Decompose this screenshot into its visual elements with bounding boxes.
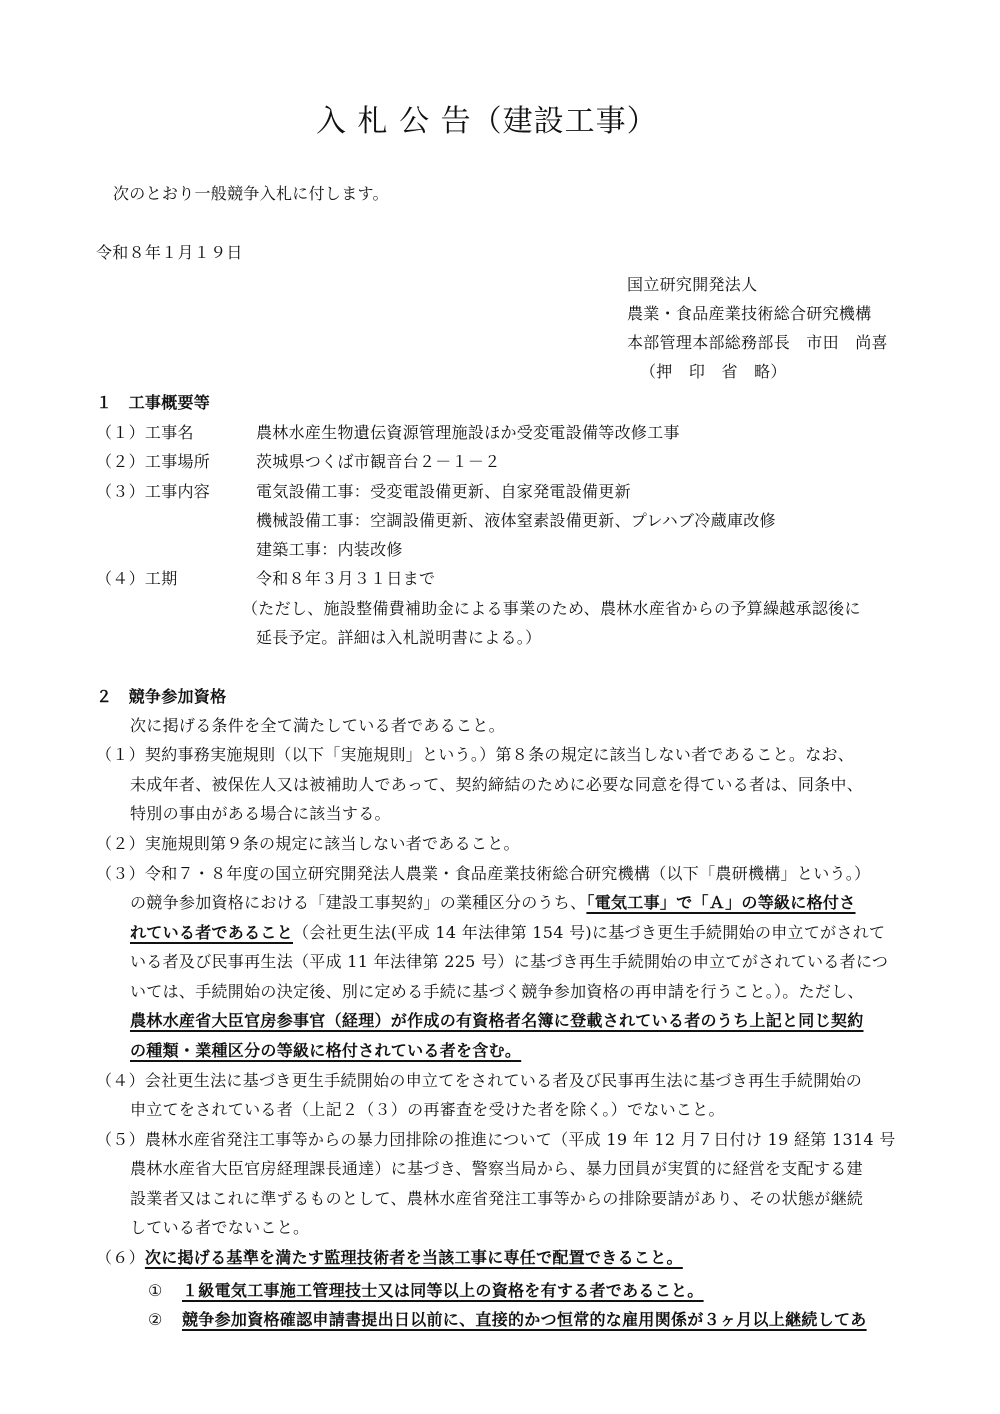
work-period-label: （４）工期 (96, 569, 178, 588)
work-content-label: （３）工事内容 (96, 482, 211, 501)
issuer-org2: 農業・食品産業技術総合研究機構 (627, 304, 872, 323)
item2-text: （２）実施規則第９条の規定に該当しない者であること。 (96, 834, 520, 853)
item3-line6: 農林水産省大臣官房参事官（経理）が作成の有資格者名簿に登載されている者のうち上記と同じ契約 (130, 1011, 864, 1030)
item5-line1: （５）農林水産省発注工事等からの暴力団排除の推進について（平成 19 年 12 月７日付け 19 経第 1314 号 (96, 1130, 896, 1149)
work-period-note1: （ただし、施設整備費補助金による事業のため、農林水産省からの予算繰越承認後に (242, 599, 861, 618)
item5-line2: 農林水産省大臣官房経理課長通達）に基づき、警察当局から、暴力団員が実質的に経営を支配する建 (130, 1159, 863, 1178)
work-content-line2: 機械設備工事：空調設備更新、液体窒素設備更新、プレハブ冷蔵庫改修 (256, 511, 776, 530)
work-name-value: 農林水産生物遺伝資源管理施設ほか受変電設備等改修工事 (256, 423, 680, 442)
item3-grade-requirement: 「電気工事」で「Ａ」の等級に格付さ (586, 893, 856, 912)
document-title: 入 札 公 告（建設工事） (316, 104, 658, 139)
section2-heading: ２ 競争参加資格 (96, 687, 227, 706)
item6-line (96, 1247, 683, 1269)
work-content-line1: 電気設備工事：受変電設備更新、自家発電設備更新 (256, 482, 631, 501)
issuer-person: 本部管理本部総務部長 市田 尚喜 (627, 333, 888, 352)
item6-sub1-number: ① (148, 1281, 163, 1300)
item6-text: 次に掲げる基準を満たす監理技術者を当該工事に専任で配置できること。 (144, 1248, 683, 1267)
work-place-label: （２）工事場所 (96, 452, 211, 471)
item3-grade-requirement-cont: れている者であること (130, 923, 294, 942)
item6-sub2-text: 競争参加資格確認申請書提出日以前に、直接的かつ恒常的な雇用関係が３ヶ月以上継続してあ (182, 1310, 867, 1329)
item5-line4: している者でないこと。 (130, 1218, 310, 1237)
work-period-note2: 延長予定。詳細は入札説明書による。） (256, 628, 542, 647)
notice-date: 令和８年１月１９日 (96, 243, 243, 262)
issuer-org1: 国立研究開発法人 (627, 275, 758, 294)
item6-sub1-text: １級電気工事施工管理技士又は同等以上の資格を有する者であること。 (182, 1281, 704, 1300)
work-name-label: （１）工事名 (96, 423, 194, 442)
section1-heading: １ 工事概要等 (96, 393, 211, 412)
seal-omitted-note: （押 印 省 略） (640, 362, 787, 381)
item6-sub2-number: ② (148, 1310, 163, 1329)
item3-line7: の種類・業種区分の等級に格付されている者を含む。 (130, 1041, 522, 1060)
item5-line3: 設業者又はこれに準ずるものとして、農林水産省発注工事等からの排除要請があり、その状態が継続 (130, 1189, 864, 1208)
work-place-value: 茨城県つくば市観音台２－１－２ (256, 452, 501, 471)
item3-line1: （３）令和７・８年度の国立研究開発法人農業・食品産業技術総合研究機構（以下「農研機構」という。） (96, 864, 871, 883)
item4-line1: （４）会社更生法に基づき更生手続開始の申立てをされている者及び民事再生法に基づき再生手続開始の (96, 1071, 863, 1090)
section2-lead: 次に掲げる条件を全て満たしている者であること。 (130, 716, 505, 735)
item3-line2-plain: の競争参加資格における「建設工事契約」の業種区分のうち、 (130, 893, 587, 912)
work-content-line3: 建築工事：内装改修 (256, 540, 403, 559)
item1-line3: 特別の事由がある場合に該当する。 (130, 804, 391, 823)
item3-line2 (130, 892, 856, 914)
work-period-value: 令和８年３月３１日まで (256, 569, 436, 588)
item3-line3 (130, 922, 885, 944)
item6-label: （６） (96, 1248, 145, 1267)
item3-line5: いては、手続開始の決定後、別に定める手続に基づく競争参加資格の再申請を行うこと。）。ただし、 (130, 982, 864, 1001)
item3-line4: いる者及び民事再生法（平成 11 年法律第 225 号）に基づき再生手続開始の申立てがされている者につ (130, 952, 889, 971)
intro-text: 次のとおり一般競争入札に付します。 (113, 184, 389, 203)
item4-line2: 申立てをされている者（上記２（３）の再審査を受けた者を除く。）でないこと。 (130, 1100, 725, 1119)
item3-line3-plain: （会社更生法(平成 14 年法律第 154 号)に基づき更生手続開始の申立てがされて (293, 923, 886, 942)
item1-line1: （１）契約事務実施規則（以下「実施規則」という。）第８条の規定に該当しない者であること。なお、 (96, 745, 855, 764)
item1-line2: 未成年者、被保佐人又は被補助人であって、契約締結のために必要な同意を得ている者は、同条中、 (130, 775, 864, 794)
